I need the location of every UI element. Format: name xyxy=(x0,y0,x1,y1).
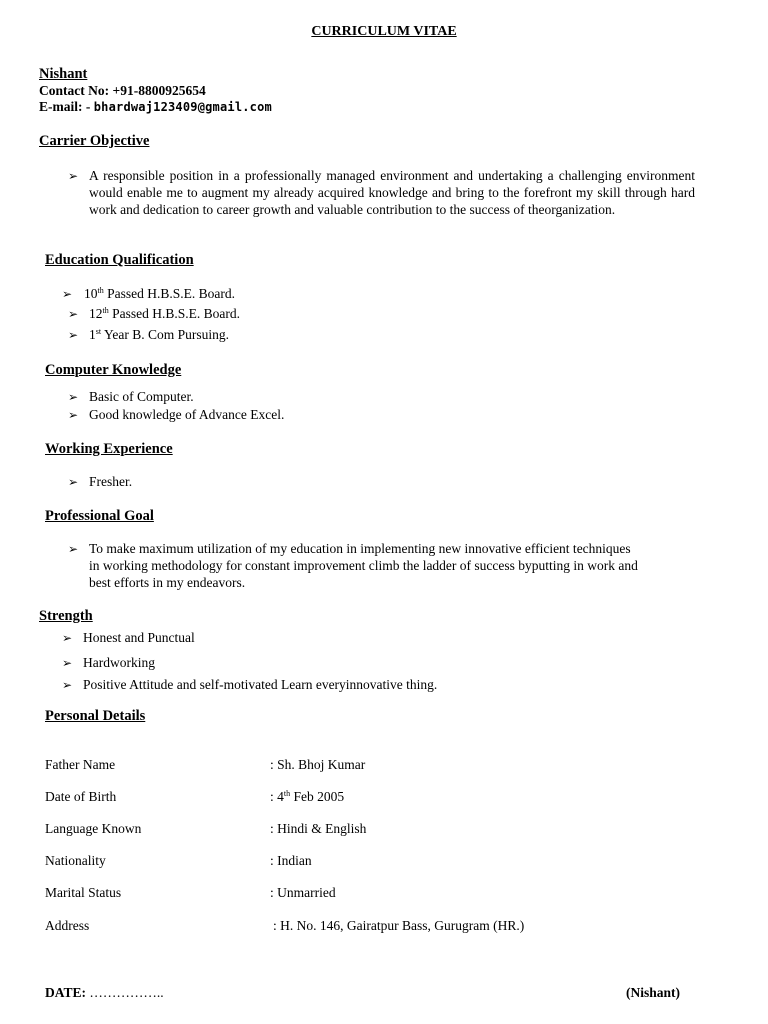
date-line xyxy=(45,985,164,1001)
detail-value: : 4th Feb 2005 xyxy=(270,789,345,804)
education-item: 1st Year B. Com Pursuing. xyxy=(89,327,229,342)
detail-value: : Unmarried xyxy=(270,885,336,900)
detail-value: : H. No. 146, Gairatpur Bass, Gurugram (HR.) xyxy=(273,918,525,933)
signature: (Nishant) xyxy=(626,985,681,1000)
goal-line: in working methodology for constant improvement climb the ladder of success byputting in work and xyxy=(89,558,638,573)
email-label: E-mail: - xyxy=(39,99,94,114)
goal-heading: Professional Goal xyxy=(45,508,154,524)
date-value: …………….. xyxy=(89,985,164,1000)
bullet-arrow-icon: ➢ xyxy=(68,542,79,556)
detail-value: : Hindi & English xyxy=(270,821,367,836)
contact-label: Contact No: xyxy=(39,83,113,98)
education-item: 12th Passed H.B.S.E. Board. xyxy=(89,306,240,321)
candidate-name: Nishant xyxy=(39,66,88,82)
document-title: CURRICULUM VITAE xyxy=(311,24,457,39)
strength-item: Positive Attitude and self-motivated Learn everyinnovative thing. xyxy=(83,677,438,692)
detail-value: : Indian xyxy=(270,853,312,868)
strength-heading: Strength xyxy=(39,608,93,624)
bullet-arrow-icon: ➢ xyxy=(62,656,73,670)
contact-number: +91-8800925654 xyxy=(112,83,206,98)
experience-item: Fresher. xyxy=(89,474,133,489)
bullet-arrow-icon: ➢ xyxy=(68,328,79,342)
computer-item: Good knowledge of Advance Excel. xyxy=(89,407,285,422)
detail-label: Marital Status xyxy=(45,885,122,900)
contact-line xyxy=(39,83,206,99)
detail-label: Date of Birth xyxy=(45,789,117,804)
bullet-arrow-icon: ➢ xyxy=(62,631,73,645)
computer-heading: Computer Knowledge xyxy=(45,362,182,378)
objective-heading: Carrier Objective xyxy=(39,133,150,149)
experience-heading: Working Experience xyxy=(45,441,173,457)
goal-line: best efforts in my endeavors. xyxy=(89,575,246,590)
bullet-arrow-icon: ➢ xyxy=(68,307,79,321)
bullet-arrow-icon: ➢ xyxy=(62,287,73,301)
detail-label: Nationality xyxy=(45,853,106,868)
detail-value: : Sh. Bhoj Kumar xyxy=(270,757,366,772)
education-item: 10th Passed H.B.S.E. Board. xyxy=(84,286,235,301)
bullet-arrow-icon: ➢ xyxy=(62,678,73,692)
email-line xyxy=(39,99,272,115)
computer-item: Basic of Computer. xyxy=(89,389,194,404)
detail-label: Address xyxy=(45,918,90,933)
education-heading: Education Qualification xyxy=(45,252,194,268)
detail-label: Father Name xyxy=(45,757,116,772)
objective-text: A responsible position in a professionally managed environment and undertaking a challenging environment would enable me to augment my already acquired knowledge and bring to the forefront my skill through hard work and dedication to career growth and valuable contribution to the success of theorganization. xyxy=(89,168,695,217)
bullet-arrow-icon: ➢ xyxy=(68,169,79,183)
strength-item: Hardworking xyxy=(83,655,155,670)
bullet-arrow-icon: ➢ xyxy=(68,475,79,489)
goal-line: To make maximum utilization of my education in implementing new innovative efficient techniques xyxy=(89,541,631,556)
email-address: bhardwaj123409@gmail.com xyxy=(93,100,272,114)
bullet-arrow-icon: ➢ xyxy=(68,408,79,422)
bullet-arrow-icon: ➢ xyxy=(68,390,79,404)
personal-heading: Personal Details xyxy=(45,708,146,724)
date-label: DATE: xyxy=(45,985,90,1000)
detail-label: Language Known xyxy=(45,821,142,836)
strength-item: Honest and Punctual xyxy=(83,630,195,645)
